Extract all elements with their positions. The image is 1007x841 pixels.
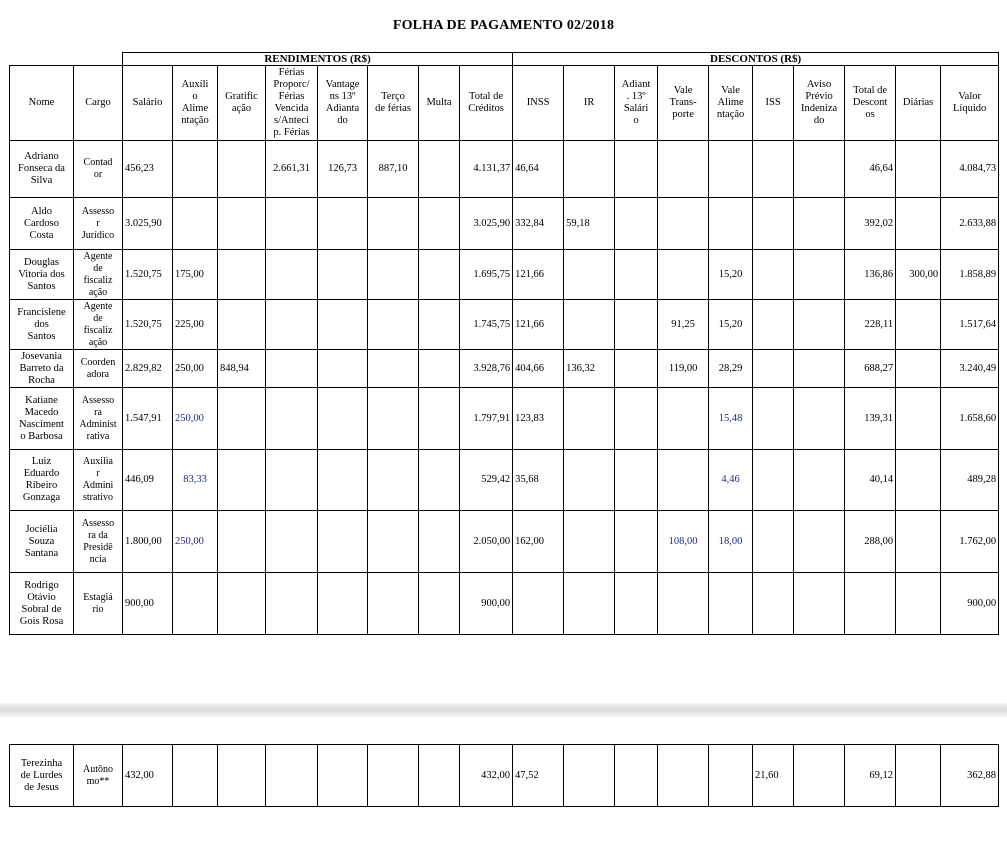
cell-iss <box>753 511 794 573</box>
cell-vale-transporte <box>658 141 709 198</box>
cell-adiant-13 <box>615 250 658 300</box>
cell-adiant-13 <box>615 300 658 350</box>
cell-nome: Francislene dos Santos <box>10 300 74 350</box>
cell-inss: 35,68 <box>513 450 564 511</box>
group-descontos: DESCONTOS (R$) <box>513 53 999 66</box>
cell-multa <box>419 300 460 350</box>
cell-aviso-previo <box>794 300 845 350</box>
cell-terco-ferias <box>368 250 419 300</box>
cell-total-creditos: 4.131,37 <box>460 141 513 198</box>
cell-valor-liquido: 2.633,88 <box>941 198 999 250</box>
cell-adiant-13 <box>615 450 658 511</box>
cell-terco-ferias <box>368 573 419 635</box>
cell-inss: 121,66 <box>513 250 564 300</box>
column-header-inss: INSS <box>513 66 564 141</box>
table-row <box>10 300 999 350</box>
cell-total-creditos: 1.745,75 <box>460 300 513 350</box>
column-header-nome: Nome <box>10 66 74 141</box>
cell-adiant-13 <box>615 388 658 450</box>
cell-gratificacao <box>218 300 266 350</box>
cell-iss <box>753 350 794 388</box>
cell-auxilio-alimentacao: 225,00 <box>173 300 218 350</box>
table-row <box>10 350 999 388</box>
cell-total-creditos: 432,00 <box>460 745 513 807</box>
cell-ferias <box>266 450 318 511</box>
cell-salario: 1.520,75 <box>123 300 173 350</box>
cell-aviso-previo <box>794 350 845 388</box>
cell-adiant-13 <box>615 745 658 807</box>
cell-ir <box>564 250 615 300</box>
cell-salario: 432,00 <box>123 745 173 807</box>
cell-nome: Adriano Fonseca da Silva <box>10 141 74 198</box>
cell-ir <box>564 388 615 450</box>
cell-vantagens-13 <box>318 450 368 511</box>
cell-salario: 1.800,00 <box>123 511 173 573</box>
cell-ferias <box>266 511 318 573</box>
cell-multa <box>419 450 460 511</box>
cell-gratificacao: 848,94 <box>218 350 266 388</box>
cell-diarias <box>896 350 941 388</box>
cell-vale-alimentacao <box>709 745 753 807</box>
cell-total-descontos: 392,02 <box>845 198 896 250</box>
payroll-table <box>9 52 999 635</box>
cell-diarias <box>896 198 941 250</box>
column-header-vale-alimentacao: Vale Alime ntação <box>709 66 753 141</box>
cell-cargo: Assesso ra Administ rativa <box>74 388 123 450</box>
column-header-adiant-13: Adiant . 13º Salári o <box>615 66 658 141</box>
cell-cargo: Agente de fiscaliz ação <box>74 250 123 300</box>
column-header-total-creditos: Total de Créditos <box>460 66 513 141</box>
cell-ir <box>564 745 615 807</box>
cell-cargo: Estagiá rio <box>74 573 123 635</box>
cell-ir <box>564 141 615 198</box>
column-header-row <box>10 66 999 141</box>
column-header-diarias: Diárias <box>896 66 941 141</box>
cell-auxilio-alimentacao: 250,00 <box>173 511 218 573</box>
cell-nome: Terezinha de Lurdes de Jesus <box>10 745 74 807</box>
cell-auxilio-alimentacao: 250,00 <box>173 388 218 450</box>
column-header-salario: Salário <box>123 66 173 141</box>
cell-diarias <box>896 450 941 511</box>
cell-valor-liquido: 900,00 <box>941 573 999 635</box>
cell-multa <box>419 141 460 198</box>
cell-terco-ferias <box>368 511 419 573</box>
blank-corner <box>10 53 123 66</box>
cell-ferias: 2.661,31 <box>266 141 318 198</box>
cell-terco-ferias <box>368 450 419 511</box>
cell-total-creditos: 1.695,75 <box>460 250 513 300</box>
cell-total-creditos: 3.025,90 <box>460 198 513 250</box>
cell-auxilio-alimentacao: 83,33 <box>173 450 218 511</box>
cell-gratificacao <box>218 573 266 635</box>
cell-cargo: Contad or <box>74 141 123 198</box>
cell-adiant-13 <box>615 511 658 573</box>
cell-adiant-13 <box>615 141 658 198</box>
cell-gratificacao <box>218 141 266 198</box>
cell-adiant-13 <box>615 198 658 250</box>
cell-adiant-13 <box>615 350 658 388</box>
cell-vale-alimentacao <box>709 141 753 198</box>
cell-iss <box>753 450 794 511</box>
cell-multa <box>419 745 460 807</box>
column-header-multa: Multa <box>419 66 460 141</box>
cell-terco-ferias: 887,10 <box>368 141 419 198</box>
cell-total-descontos: 136,86 <box>845 250 896 300</box>
cell-nome: Katiane Macedo Nasciment o Barbosa <box>10 388 74 450</box>
cell-total-descontos: 40,14 <box>845 450 896 511</box>
cell-diarias <box>896 745 941 807</box>
cell-vale-alimentacao <box>709 573 753 635</box>
cell-cargo: Assesso ra da Presidê ncia <box>74 511 123 573</box>
cell-multa <box>419 573 460 635</box>
cell-vantagens-13 <box>318 250 368 300</box>
cell-valor-liquido: 489,28 <box>941 450 999 511</box>
cell-nome: Luiz Eduardo Ribeiro Gonzaga <box>10 450 74 511</box>
cell-gratificacao <box>218 450 266 511</box>
cell-vale-alimentacao: 15,20 <box>709 300 753 350</box>
cell-multa <box>419 198 460 250</box>
cell-ir: 59,18 <box>564 198 615 250</box>
cell-adiant-13 <box>615 573 658 635</box>
cell-vantagens-13 <box>318 350 368 388</box>
cell-vantagens-13 <box>318 198 368 250</box>
cell-multa <box>419 350 460 388</box>
cell-total-creditos: 529,42 <box>460 450 513 511</box>
cell-terco-ferias <box>368 198 419 250</box>
cell-total-descontos: 288,00 <box>845 511 896 573</box>
cell-total-descontos: 139,31 <box>845 388 896 450</box>
cell-nome: Rodrigo Otávio Sobral de Gois Rosa <box>10 573 74 635</box>
cell-vale-transporte <box>658 198 709 250</box>
cell-ir: 136,32 <box>564 350 615 388</box>
cell-vale-transporte <box>658 745 709 807</box>
cell-diarias <box>896 511 941 573</box>
cell-terco-ferias <box>368 388 419 450</box>
column-header-terco-ferias: Terço de férias <box>368 66 419 141</box>
cell-vale-transporte: 119,00 <box>658 350 709 388</box>
cell-total-creditos: 3.928,76 <box>460 350 513 388</box>
cell-vale-alimentacao: 28,29 <box>709 350 753 388</box>
cell-nome: Jociélia Souza Santana <box>10 511 74 573</box>
cell-valor-liquido: 3.240,49 <box>941 350 999 388</box>
cell-terco-ferias <box>368 300 419 350</box>
cell-multa <box>419 388 460 450</box>
cell-terco-ferias <box>368 745 419 807</box>
cell-aviso-previo <box>794 573 845 635</box>
autonomo-table <box>9 744 999 807</box>
cell-iss <box>753 300 794 350</box>
cell-aviso-previo <box>794 198 845 250</box>
cell-cargo: Agente de fiscaliz ação <box>74 300 123 350</box>
column-header-cargo: Cargo <box>74 66 123 141</box>
cell-gratificacao <box>218 198 266 250</box>
cell-auxilio-alimentacao <box>173 745 218 807</box>
cell-multa <box>419 511 460 573</box>
cell-nome: Douglas Vitoria dos Santos <box>10 250 74 300</box>
cell-inss: 46,64 <box>513 141 564 198</box>
cell-inss: 332,84 <box>513 198 564 250</box>
cell-vale-alimentacao: 18,00 <box>709 511 753 573</box>
cell-total-descontos: 46,64 <box>845 141 896 198</box>
cell-nome: Josevania Barreto da Rocha <box>10 350 74 388</box>
group-rendimentos: RENDIMENTOS (R$) <box>123 53 513 66</box>
column-header-ir: IR <box>564 66 615 141</box>
cell-vantagens-13 <box>318 573 368 635</box>
cell-inss: 404,66 <box>513 350 564 388</box>
cell-vale-transporte <box>658 388 709 450</box>
cell-auxilio-alimentacao <box>173 198 218 250</box>
cell-vantagens-13 <box>318 511 368 573</box>
cell-aviso-previo <box>794 250 845 300</box>
cell-diarias <box>896 573 941 635</box>
cell-vantagens-13 <box>318 745 368 807</box>
cell-valor-liquido: 4.084,73 <box>941 141 999 198</box>
cell-salario: 3.025,90 <box>123 198 173 250</box>
cell-ferias <box>266 300 318 350</box>
cell-total-creditos: 2.050,00 <box>460 511 513 573</box>
cell-total-descontos: 228,11 <box>845 300 896 350</box>
cell-diarias <box>896 388 941 450</box>
cell-ir <box>564 450 615 511</box>
cell-iss <box>753 198 794 250</box>
cell-vale-transporte: 91,25 <box>658 300 709 350</box>
column-header-iss: ISS <box>753 66 794 141</box>
cell-auxilio-alimentacao: 250,00 <box>173 350 218 388</box>
cell-inss <box>513 573 564 635</box>
cell-vale-alimentacao: 4,46 <box>709 450 753 511</box>
cell-valor-liquido: 362,88 <box>941 745 999 807</box>
cell-aviso-previo <box>794 745 845 807</box>
cell-iss <box>753 388 794 450</box>
cell-cargo: Coorden adora <box>74 350 123 388</box>
cell-aviso-previo <box>794 141 845 198</box>
cell-ferias <box>266 198 318 250</box>
cell-total-descontos <box>845 573 896 635</box>
cell-gratificacao <box>218 250 266 300</box>
cell-inss: 47,52 <box>513 745 564 807</box>
cell-vantagens-13: 126,73 <box>318 141 368 198</box>
column-header-valor-liquido: Valor Líquido <box>941 66 999 141</box>
column-header-aviso-previo: Aviso Prévio Indeniza do <box>794 66 845 141</box>
cell-aviso-previo <box>794 450 845 511</box>
cell-salario: 1.520,75 <box>123 250 173 300</box>
table-row <box>10 573 999 635</box>
cell-valor-liquido: 1.858,89 <box>941 250 999 300</box>
cell-valor-liquido: 1.762,00 <box>941 511 999 573</box>
cell-total-descontos: 69,12 <box>845 745 896 807</box>
cell-vale-alimentacao: 15,20 <box>709 250 753 300</box>
cell-gratificacao <box>218 388 266 450</box>
cell-cargo: Assesso r Jurídico <box>74 198 123 250</box>
cell-gratificacao <box>218 511 266 573</box>
cell-valor-liquido: 1.517,64 <box>941 300 999 350</box>
cell-salario: 900,00 <box>123 573 173 635</box>
cell-aviso-previo <box>794 388 845 450</box>
cell-salario: 1.547,91 <box>123 388 173 450</box>
cell-salario: 446,09 <box>123 450 173 511</box>
cell-vale-alimentacao: 15,48 <box>709 388 753 450</box>
cell-vale-transporte: 108,00 <box>658 511 709 573</box>
table-row <box>10 141 999 198</box>
cell-total-descontos: 688,27 <box>845 350 896 388</box>
table-row <box>10 250 999 300</box>
cell-aviso-previo <box>794 511 845 573</box>
cell-multa <box>419 250 460 300</box>
cell-diarias <box>896 141 941 198</box>
cell-diarias: 300,00 <box>896 250 941 300</box>
cell-ferias <box>266 388 318 450</box>
column-header-vantagens-13: Vantage ns 13º Adianta do <box>318 66 368 141</box>
cell-vale-transporte <box>658 573 709 635</box>
cell-ferias <box>266 745 318 807</box>
cell-iss <box>753 250 794 300</box>
table-row <box>10 450 999 511</box>
cell-valor-liquido: 1.658,60 <box>941 388 999 450</box>
cell-iss <box>753 141 794 198</box>
column-header-vale-transporte: Vale Trans- porte <box>658 66 709 141</box>
cell-ferias <box>266 573 318 635</box>
cell-iss: 21,60 <box>753 745 794 807</box>
column-header-gratificacao: Gratific ação <box>218 66 266 141</box>
cell-auxilio-alimentacao: 175,00 <box>173 250 218 300</box>
cell-vale-transporte <box>658 450 709 511</box>
cell-inss: 123,83 <box>513 388 564 450</box>
page-title: FOLHA DE PAGAMENTO 02/2018 <box>392 18 615 33</box>
cell-ferias <box>266 350 318 388</box>
cell-ir <box>564 511 615 573</box>
cell-iss <box>753 573 794 635</box>
cell-vale-alimentacao <box>709 198 753 250</box>
cell-ir <box>564 573 615 635</box>
cell-ir <box>564 300 615 350</box>
table-row <box>10 745 999 807</box>
cell-total-creditos: 900,00 <box>460 573 513 635</box>
table-row <box>10 198 999 250</box>
cell-salario: 2.829,82 <box>123 350 173 388</box>
cell-ferias <box>266 250 318 300</box>
table-row <box>10 388 999 450</box>
cell-vale-transporte <box>658 250 709 300</box>
cell-vantagens-13 <box>318 388 368 450</box>
column-header-total-descontos: Total de Descont os <box>845 66 896 141</box>
cell-diarias <box>896 300 941 350</box>
cell-salario: 456,23 <box>123 141 173 198</box>
cell-inss: 121,66 <box>513 300 564 350</box>
table-row <box>10 511 999 573</box>
cell-auxilio-alimentacao <box>173 573 218 635</box>
column-header-auxilio-alimentacao: Auxíli o Alime ntação <box>173 66 218 141</box>
cell-auxilio-alimentacao <box>173 141 218 198</box>
cell-nome: Aldo Cardoso Costa <box>10 198 74 250</box>
cell-gratificacao <box>218 745 266 807</box>
column-header-ferias: Férias Proporc/ Férias Vencida s/Anteci p. Férias <box>266 66 318 141</box>
cell-vantagens-13 <box>318 300 368 350</box>
cell-cargo: Auxilia r Admini strativo <box>74 450 123 511</box>
cell-inss: 162,00 <box>513 511 564 573</box>
page-break-divider <box>0 703 1007 717</box>
cell-total-creditos: 1.797,91 <box>460 388 513 450</box>
cell-cargo: Autôno mo** <box>74 745 123 807</box>
cell-terco-ferias <box>368 350 419 388</box>
